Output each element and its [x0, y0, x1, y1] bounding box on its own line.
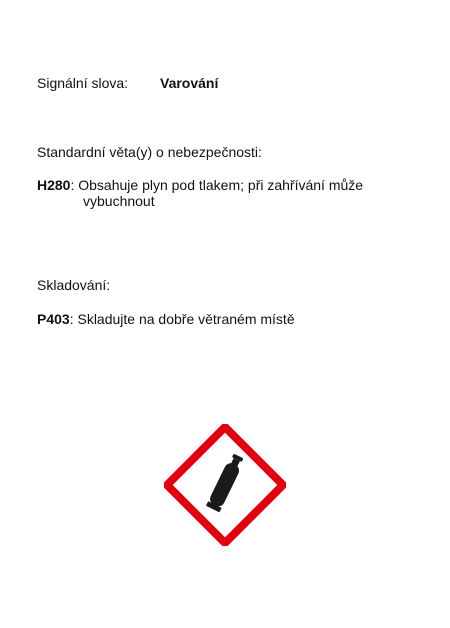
- gas-cylinder-icon: [164, 424, 286, 546]
- precaution-text: Skladujte na dobře větraném místě: [73, 311, 295, 327]
- hazard-text-continuation: vybuchnout: [83, 193, 155, 209]
- hazard-statements-heading: Standardní věta(y) o nebezpečnosti:: [37, 144, 262, 160]
- signal-word-label: Signální slova:: [37, 75, 129, 91]
- precaution-separator: :: [69, 311, 74, 327]
- hazard-separator: :: [70, 177, 75, 193]
- precautionary-statement: [37, 311, 427, 327]
- signal-word-value: Varování: [160, 75, 219, 91]
- hazard-text: Obsahuje plyn pod tlakem; při zahřívání může: [74, 177, 364, 193]
- precaution-code: P403: [37, 311, 70, 327]
- hazard-statement: [37, 177, 427, 193]
- storage-heading: Skladování:: [37, 277, 111, 293]
- hazard-code: H280: [37, 177, 71, 193]
